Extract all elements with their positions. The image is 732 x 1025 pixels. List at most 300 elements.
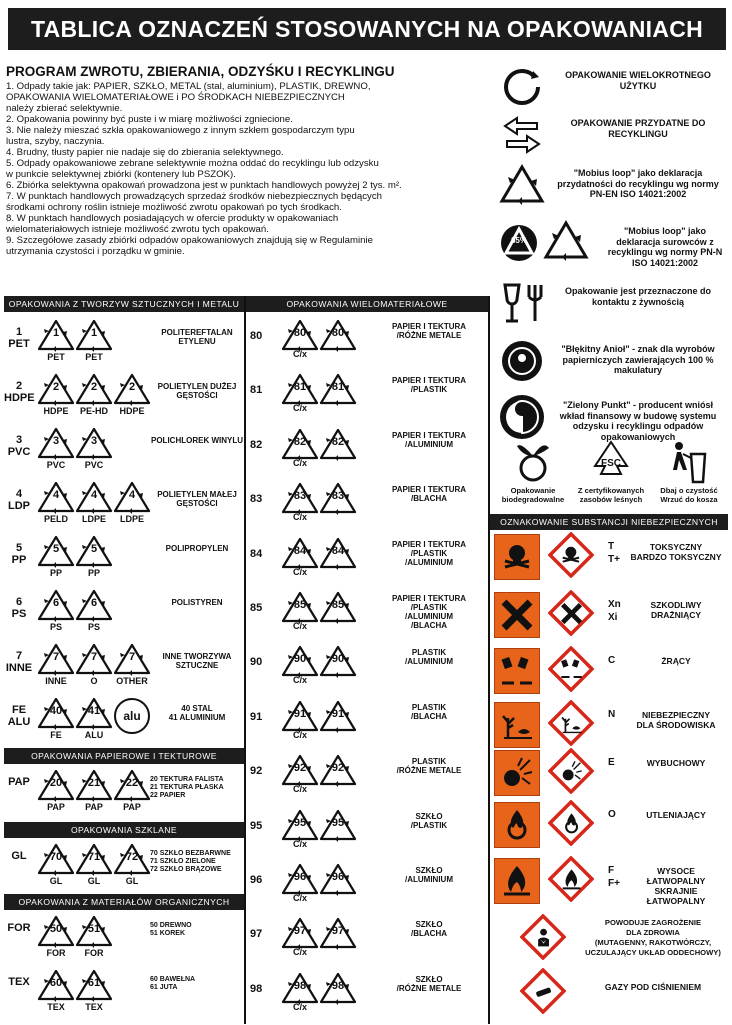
- triangle-label: PVC: [46, 460, 66, 470]
- triangle-label: GL: [125, 876, 139, 886]
- recycling-triangle-icon: [280, 644, 320, 678]
- symbol-row: [492, 336, 728, 392]
- hazard-code: T T+: [608, 541, 620, 565]
- symbol-description: "Zielony Punkt" - producent wniósł wkład finansowy w budowę systemu odzysku i recyklingu odpadów opakowaniowych: [559, 400, 717, 442]
- recycling-triangle-icon: [74, 426, 114, 460]
- recycling-triangle-icon: [280, 699, 320, 733]
- triangle-label: PET: [47, 352, 65, 362]
- triangle-label: LDPE: [81, 514, 106, 524]
- multimaterial-row: [250, 534, 486, 590]
- triangle-label: LDPE: [119, 514, 144, 524]
- triangle-label: PVC: [84, 460, 104, 470]
- symbol-description: "Mobius loop" jako deklaracja przydatności do recyklingu wg normy PN-EN ISO 14021:2002: [557, 168, 719, 199]
- material-code: 4 LDP: [8, 488, 30, 512]
- divider: [244, 296, 246, 1024]
- recycling-triangle-icon: [36, 642, 76, 676]
- multimaterial-code: 81: [250, 384, 263, 397]
- material-description: POLICHLOREK WINYLU: [151, 436, 243, 445]
- program-item: 1. Odpady takie jak: PAPIER, SZKŁO, METAL (stal, aluminium), PLASTIK, DREWNO,: [6, 81, 371, 92]
- triangle-label: ALU: [84, 730, 104, 740]
- triangle-code: 41: [87, 705, 101, 717]
- recycling-triangle-icon: [280, 481, 320, 515]
- symbol-description: OPAKOWANIE WIELOKROTNEGO UŻYTKU: [565, 70, 711, 91]
- hazard-row: [492, 800, 728, 854]
- code-row: [4, 370, 244, 426]
- recycling-triangle-icon: [318, 481, 358, 515]
- triangle-code: 97: [293, 925, 307, 938]
- divider: [488, 296, 490, 1024]
- hazard-row: [492, 748, 728, 802]
- triangle-code: 82: [331, 435, 345, 448]
- recycling-triangle-icon: [36, 426, 76, 460]
- triangle-label: PP: [87, 568, 100, 578]
- recycling-triangle-icon: [318, 427, 358, 461]
- code-row: [4, 912, 244, 968]
- corrosive-icon: [494, 648, 540, 694]
- triangle-code: 51: [87, 923, 101, 935]
- triangle-label: O: [90, 676, 98, 686]
- recycling-triangle-icon: [112, 642, 152, 676]
- triangle-code: 5: [52, 543, 60, 555]
- material-description: INNE TWORZYWA SZTUCZNE: [162, 652, 232, 670]
- symbol-description: OPAKOWANIE PRZYDATNE DO RECYKLINGU: [570, 118, 706, 139]
- triangle-label: TEX: [85, 1002, 103, 1012]
- symbol-row: [492, 160, 728, 216]
- alu-icon: alu: [114, 698, 150, 734]
- triangle-label: PS: [49, 622, 62, 632]
- small-symbol: [572, 440, 650, 512]
- mobius-loop-icon: [492, 160, 552, 210]
- multimaterial-row: [250, 479, 486, 535]
- code-row: [4, 640, 244, 696]
- recycling-triangle-icon: [74, 318, 114, 352]
- multimaterial-description: SZKŁO /PLASTIK: [410, 811, 448, 830]
- recyclable-arrows-icon: [492, 110, 552, 160]
- small-symbol-text: Opakowanie biodegradowalne: [501, 486, 565, 504]
- triangle-code: 7: [128, 651, 136, 663]
- triangle-code: 92: [331, 762, 345, 775]
- triangle-label: INNE: [45, 676, 67, 686]
- material-description: 60 BAWEŁNA 61 JUTA: [150, 976, 196, 991]
- triangle-code: 6: [90, 597, 98, 609]
- program-item: 9. Szczegółowe zasady zbiórki odpadów opakowaniowych znajdują się w Regulaminie: [6, 235, 373, 246]
- recycling-triangle-icon: [318, 372, 358, 406]
- glass-fork-icon: [492, 278, 552, 328]
- multimaterial-description: PAPIER I TEKTURA /PLASTIK: [391, 376, 467, 395]
- material-code: 6 PS: [11, 596, 27, 620]
- section-bar-organic: OPAKOWANIA Z MATERIAŁÓW ORGANICZNYCH: [4, 894, 244, 910]
- triangle-code: 4: [52, 489, 60, 501]
- material-code: TEX: [8, 976, 30, 988]
- hazard-diamond-icon: [548, 700, 594, 746]
- recycling-triangle-icon: [112, 480, 152, 514]
- program-item: lustra, szyby, naczynia.: [6, 136, 105, 147]
- triangle-code: 82: [293, 435, 307, 448]
- recycling-triangle-icon: [280, 971, 320, 1005]
- triangle-label: GL: [87, 876, 101, 886]
- multimaterial-code: 96: [250, 874, 263, 886]
- multimaterial-row: [250, 860, 486, 916]
- program-list: [6, 81, 490, 257]
- triangle-label: PAP: [123, 802, 141, 812]
- composite-label: C/x: [292, 838, 307, 849]
- composite-label: C/x: [292, 947, 307, 958]
- material-code: 2 HDPE: [4, 380, 35, 404]
- recycling-triangle-icon: [280, 372, 320, 406]
- multimaterial-code: 98: [250, 982, 263, 995]
- program-item: 6. Zbiórka selektywna opakowań prowadzona jest w punktach handlowych powyżej 2 tys. m².: [6, 180, 402, 191]
- recycling-triangle-icon: [74, 588, 114, 622]
- composite-label: C/x: [292, 403, 307, 414]
- triangle-code: 98: [331, 979, 345, 992]
- code-row: [4, 424, 244, 480]
- material-description: POLISTYREN: [171, 598, 223, 607]
- multimaterial-description: PLASTIK /BLACHA: [411, 702, 447, 721]
- blue-angel-icon: [492, 336, 552, 386]
- triangle-code: 61: [87, 977, 101, 989]
- recycling-triangle-icon: [36, 696, 76, 730]
- hazard-row: [492, 700, 728, 754]
- symbol-description: Opakowanie jest przeznaczone do kontaktu z żywnością: [564, 286, 712, 307]
- triangle-code: 20: [49, 777, 63, 789]
- recycling-triangle-icon: [74, 914, 114, 948]
- recycling-triangle-icon: [74, 372, 114, 406]
- composite-label: C/x: [292, 566, 307, 577]
- material-code: PAP: [8, 776, 30, 788]
- hazard-description: NIEBEZPIECZNY DLA ŚRODOWISKA: [636, 710, 716, 730]
- hazard-diamond-icon: [548, 748, 594, 794]
- recycling-triangle-icon: [112, 768, 152, 802]
- environment-icon: [494, 702, 540, 748]
- oxidizing-icon: [494, 802, 540, 848]
- triangle-code: 72: [125, 851, 139, 863]
- hazard-description: GAZY POD CIŚNIENIEM: [604, 982, 702, 992]
- hazard-code: O: [608, 809, 616, 820]
- triangle-code: 7: [90, 651, 98, 663]
- triangle-code: 91: [331, 707, 345, 720]
- recycling-triangle-icon: [280, 862, 320, 896]
- triangle-label: PS: [87, 622, 100, 632]
- material-code: FOR: [7, 922, 31, 934]
- recycling-triangle-icon: [36, 768, 76, 802]
- program-item: środkami ochrony roślin istnieje możliwość zwrotu opakowań po tych środkach.: [6, 202, 342, 213]
- triangle-code: 40: [49, 705, 63, 717]
- code-row: [4, 766, 244, 822]
- multimaterial-code: 95: [250, 819, 263, 832]
- multimaterial-description: PLASTIK /ALUMINIUM: [405, 648, 453, 667]
- symbol-row: [492, 278, 728, 334]
- triangle-label: PAP: [47, 802, 65, 812]
- program-item: utrzymania czystości i porządku w gminie.: [6, 246, 185, 257]
- biodegradable-icon: [513, 440, 553, 484]
- hazard-description: WYSOCE ŁATWOPALNY SKRAJNIE ŁATWOPALNY: [646, 866, 706, 906]
- section-bar-paper: OPAKOWANIA PAPIEROWE I TEKTUROWE: [4, 748, 244, 764]
- hazard-row: [492, 646, 728, 700]
- code-row: [4, 586, 244, 642]
- multimaterial-description: PAPIER I TEKTURA /RÓŻNE METALE: [391, 322, 467, 340]
- recycling-triangle-icon: [280, 753, 320, 787]
- material-code: 1 PET: [8, 326, 30, 350]
- material-description: POLIPROPYLEN: [165, 544, 229, 553]
- multimaterial-row: [250, 914, 486, 970]
- hazard-row: [492, 590, 728, 644]
- triangle-label: PAP: [85, 802, 103, 812]
- multimaterial-code: 84: [250, 547, 263, 560]
- triangle-code: 80: [331, 327, 345, 339]
- multimaterial-description: PLASTIK /RÓŻNE METALE: [396, 757, 462, 776]
- multimaterial-code: 91: [250, 710, 263, 723]
- hazard-code: Xn Xi: [608, 599, 621, 623]
- multimaterial-code: 97: [250, 928, 263, 941]
- triangle-code: 85: [293, 599, 307, 611]
- triangle-code: 90: [293, 653, 307, 666]
- program-item: w punkcie selektywnej zbiórki (kontenery lub PSZOK).: [6, 169, 236, 180]
- recycling-triangle-icon: [318, 971, 358, 1005]
- triangle-code: 84: [293, 544, 307, 557]
- hazard-row: [492, 914, 728, 968]
- program-heading: PROGRAM ZWROTU, ZBIERANIA, ODZYŚKU I RECYKLINGU: [6, 64, 395, 79]
- recycling-triangle-icon: [318, 699, 358, 733]
- material-description: 50 DREWNO 51 KOREK: [150, 922, 192, 937]
- recycling-triangle-icon: [36, 968, 76, 1002]
- multimaterial-row: [250, 697, 486, 753]
- explosive-icon: [494, 750, 540, 796]
- percent-label: 65%: [510, 236, 527, 245]
- recycling-triangle-icon: [318, 318, 358, 352]
- recycling-triangle-icon: [318, 753, 358, 787]
- hazard-diamond-icon: [548, 800, 594, 846]
- triangle-code: 90: [331, 653, 345, 666]
- material-code: FE ALU: [7, 704, 31, 728]
- triangle-code: 81: [331, 381, 345, 394]
- hazard-diamond-icon: [548, 646, 594, 692]
- fsc-label: FSC: [601, 458, 621, 469]
- triangle-code: 96: [331, 871, 345, 883]
- hazard-diamond-icon: [548, 532, 594, 578]
- hazard-description: ŻRĄCY: [661, 656, 691, 666]
- material-description: 70 SZKŁO BEZBARWNE 71 SZKŁO ZIELONE 72 SZKŁO BRĄZOWE: [150, 850, 231, 873]
- hazard-description: WYBUCHOWY: [646, 758, 706, 768]
- triangle-label: HDPE: [43, 406, 69, 416]
- code-row: [4, 840, 244, 896]
- recycling-triangle-icon: [36, 480, 76, 514]
- triangle-label: PP: [49, 568, 62, 578]
- symbol-description: "Mobius loop" jako deklaracja surowców z recyklingu wg normy PN-N ISO 14021:2002: [607, 226, 723, 268]
- triangle-code: 83: [331, 490, 345, 503]
- material-description: 20 TEKTURA FALISTA 21 TEKTURA PŁASKA 22 PAPIER: [150, 776, 224, 799]
- code-row: [4, 478, 244, 534]
- triangle-code: 2: [90, 381, 98, 393]
- small-symbol-text: Z certyfikowanych zasobów leśnych: [577, 486, 645, 504]
- multimaterial-row: [250, 316, 486, 372]
- hazard-code: F F+: [608, 865, 620, 889]
- hazard-description: UTLENIAJĄCY: [646, 810, 706, 820]
- recycling-triangle-icon: [74, 480, 114, 514]
- flame-icon: [494, 858, 540, 904]
- triangle-code: 5: [90, 543, 98, 555]
- triangle-code: 60: [49, 977, 63, 989]
- triangle-code: 4: [128, 489, 136, 501]
- hazard-code: E: [608, 757, 615, 768]
- hazard-description: TOKSYCZNY BARDZO TOKSYCZNY: [630, 542, 722, 562]
- triangle-code: 83: [293, 490, 307, 503]
- triangle-code: 84: [331, 544, 345, 557]
- program-item: 3. Nie należy mieszać szkła opakowaniowego z innym szkłem gospodarczym typu: [6, 125, 355, 136]
- triangle-code: 70: [49, 851, 63, 863]
- recycling-triangle-icon: [74, 534, 114, 568]
- program-item: OPAKOWANIA WIELOMATERIAŁOWE i PO ŚRODKACH NIEBEZPIECZNYCH: [6, 92, 345, 103]
- recycling-triangle-icon: [318, 590, 358, 624]
- hazard-diamond-icon: [548, 590, 594, 636]
- triangle-code: 71: [87, 851, 101, 863]
- skull-icon: [494, 534, 540, 580]
- hazard-row: [492, 856, 728, 910]
- recycling-triangle-icon: [74, 768, 114, 802]
- material-code: GL: [11, 850, 27, 862]
- composite-label: C/x: [292, 893, 307, 903]
- recycling-triangle-icon: [36, 588, 76, 622]
- program-item: 8. W punktach handlowych posiadających w ofercie produkty w opakowaniach: [6, 213, 339, 224]
- composite-label: C/x: [292, 512, 307, 523]
- hazard-description: SZKODLIWY DRAŻNIĄCY: [650, 600, 702, 620]
- triangle-code: 97: [331, 925, 345, 938]
- multimaterial-row: [250, 588, 486, 644]
- triangle-code: 95: [293, 816, 307, 829]
- triangle-code: 98: [293, 979, 307, 992]
- program-item: należy zbierać selektywnie.: [6, 103, 123, 114]
- composite-label: C/x: [292, 621, 307, 631]
- multimaterial-code: 90: [250, 656, 263, 669]
- recycling-triangle-icon: [280, 536, 320, 570]
- composite-label: C/x: [292, 1001, 307, 1012]
- triangle-code: 50: [49, 923, 63, 935]
- recycling-triangle-icon: [280, 916, 320, 950]
- material-description: POLIETYLEN MAŁEJ GĘSTOŚCI: [157, 490, 237, 508]
- triangle-label: FOR: [84, 948, 104, 958]
- code-row: [4, 966, 244, 1022]
- triangle-code: 3: [90, 435, 98, 447]
- triangle-code: 91: [293, 707, 307, 720]
- recycling-triangle-icon: [280, 318, 320, 352]
- composite-label: C/x: [292, 675, 307, 686]
- triangle-code: 81: [293, 381, 307, 394]
- code-row: [4, 532, 244, 588]
- triangle-code: 2: [128, 381, 136, 393]
- multimaterial-code: 83: [250, 493, 263, 506]
- section-bar-hazard: OZNAKOWANIE SUBSTANCJI NIEBEZPIECZNYCH: [490, 514, 728, 530]
- multimaterial-row: [250, 969, 486, 1025]
- triangle-label: HDPE: [119, 406, 145, 416]
- section-bar-plastic: OPAKOWANIA Z TWORZYW SZTUCZNYCH I METALU: [4, 296, 244, 312]
- material-code: 5 PP: [11, 542, 27, 566]
- triangle-code: 4: [90, 489, 98, 501]
- symbol-row: [492, 110, 728, 166]
- triangle-code: 92: [293, 762, 307, 775]
- recycling-triangle-icon: [112, 372, 152, 406]
- program-item: 4. Brudny, tłusty papier nie nadaje się do zbierania selektywnego.: [6, 147, 284, 158]
- triangle-label: FE: [50, 730, 62, 740]
- recycling-triangle-icon: [318, 862, 358, 896]
- hazard-code: N: [608, 709, 616, 720]
- symbol-description: "Błękitny Anioł" - znak dla wyrobów papierniczych zawierających 100 % makulatury: [561, 344, 715, 375]
- triangle-code: 96: [293, 871, 307, 883]
- recycling-triangle-icon: [280, 808, 320, 842]
- mobius-loop-icon: [542, 219, 590, 268]
- recycling-triangle-icon: [36, 534, 76, 568]
- composite-label: C/x: [292, 349, 307, 359]
- triangle-label: TEX: [47, 1002, 65, 1012]
- recycling-triangle-icon: [318, 808, 358, 842]
- triangle-code: 22: [125, 777, 139, 789]
- recycling-triangle-icon: [74, 842, 114, 876]
- recycling-triangle-icon: [112, 842, 152, 876]
- recycling-triangle-icon: [74, 696, 114, 730]
- material-code: 3 PVC: [7, 434, 31, 458]
- hazard-diamond-icon: [548, 856, 594, 902]
- hazard-diamond-icon: [520, 914, 566, 960]
- hazard-diamond-icon: [520, 968, 566, 1014]
- material-description: 40 STAL 41 ALUMINIUM: [168, 704, 226, 722]
- triangle-code: 7: [52, 651, 60, 663]
- program-item: 5. Odpady opakowaniowe zebrane selektywnie można oddać do recyklingu lub odzysku: [6, 158, 379, 169]
- program-item: 2. Opakowania powinny być puste i w miarę możliwości zgniecione.: [6, 114, 293, 125]
- triangle-code: 3: [52, 435, 60, 447]
- multimaterial-row: [250, 425, 486, 481]
- composite-label: C/x: [292, 457, 307, 468]
- recycling-triangle-icon: [280, 427, 320, 461]
- multimaterial-code: 85: [250, 602, 263, 614]
- recycling-triangle-icon: [36, 318, 76, 352]
- triangle-label: FOR: [46, 948, 66, 958]
- hazard-code: C: [608, 655, 616, 666]
- triangle-code: 21: [87, 777, 101, 789]
- material-description: POLIETYLEN DUŻEJ GĘSTOŚCI: [157, 382, 237, 400]
- multimaterial-description: PAPIER I TEKTURA /BLACHA: [391, 485, 467, 504]
- green-dot-icon: [492, 392, 552, 442]
- triangle-label: OTHER: [116, 676, 148, 686]
- program-section: [6, 64, 490, 257]
- multimaterial-description: SZKŁO /ALUMINIUM: [405, 866, 453, 884]
- page-title: TABLICA OZNACZEŃ STOSOWANYCH NA OPAKOWANIACH: [8, 8, 726, 50]
- triangle-label: GL: [49, 876, 63, 886]
- multimaterial-description: PAPIER I TEKTURA /PLASTIK /ALUMINIUM /BLACHA: [391, 594, 467, 630]
- section-bar-multimaterial: OPAKOWANIA WIELOMATERIAŁOWE: [246, 296, 488, 312]
- recycling-triangle-icon: [36, 842, 76, 876]
- composite-label: C/x: [292, 784, 307, 795]
- triangle-code: 6: [52, 597, 60, 609]
- section-bar-glass: OPAKOWANIA SZKLANE: [4, 822, 244, 838]
- recycling-triangle-icon: [318, 916, 358, 950]
- recycling-triangle-icon: [74, 642, 114, 676]
- triangle-label: PE-HD: [79, 406, 108, 416]
- multimaterial-code: 92: [250, 765, 263, 778]
- symbol-row: [492, 218, 728, 274]
- multimaterial-row: [250, 370, 486, 426]
- hazard-description: POWODUJE ZAGROŻENIE DLA ZDROWIA (MUTAGENNY, RAKOTWÓRCZY, UCZULAJĄCY UKŁAD ODDECHOWY): [585, 918, 721, 957]
- recycling-triangle-icon: [318, 536, 358, 570]
- small-symbol-text: Dbaj o czystość Wrzuć do kosza: [660, 486, 718, 504]
- reusable-circle-icon: [492, 62, 552, 112]
- code-row: [4, 316, 244, 372]
- multimaterial-code: 80: [250, 330, 263, 342]
- triangle-code: 2: [52, 381, 60, 393]
- fsc-icon: [591, 440, 631, 484]
- triangle-label: PET: [85, 352, 103, 362]
- recycling-triangle-icon: [280, 590, 320, 624]
- multimaterial-row: [250, 751, 486, 807]
- tidyman-icon: [669, 440, 709, 484]
- recycling-triangle-icon: [74, 968, 114, 1002]
